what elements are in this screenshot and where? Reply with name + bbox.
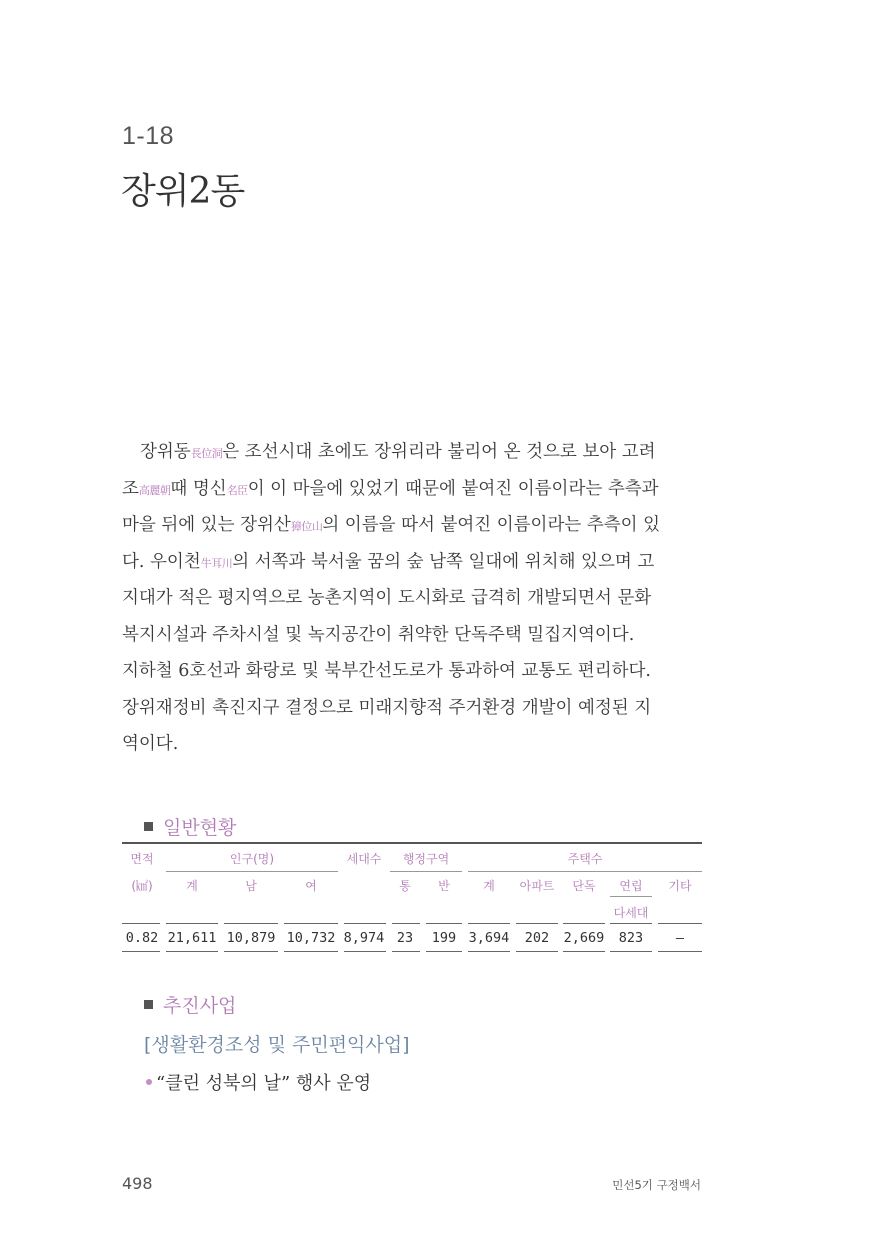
cell-rule bbox=[658, 951, 702, 952]
body-paragraph bbox=[122, 434, 702, 763]
cell-housing-total: 3,694 bbox=[468, 930, 510, 946]
body-line bbox=[122, 580, 702, 617]
cell-rule bbox=[166, 951, 218, 952]
body-line bbox=[122, 544, 702, 581]
square-bullet-icon bbox=[144, 1000, 153, 1009]
header-housing-multi: 다세대 bbox=[613, 906, 649, 920]
hanja-annotation: 獐位山 bbox=[290, 520, 323, 533]
cell-rule bbox=[122, 951, 160, 952]
text: 지대가 적은 평지역으로 농촌지역이 도시화로 급격히 개발되면서 문화 bbox=[122, 588, 652, 608]
header-underline bbox=[390, 871, 462, 872]
header-households: 세대수 bbox=[346, 852, 382, 866]
body-line bbox=[122, 434, 702, 471]
header-housing-total: 계 bbox=[483, 879, 495, 893]
header-area-unit: (㎢) bbox=[131, 879, 153, 893]
table-top-rule bbox=[122, 842, 702, 844]
hanja-annotation: 高麗朝 bbox=[138, 483, 171, 497]
hanja-annotation: 名臣 bbox=[226, 483, 248, 497]
header-population: 인구(명) bbox=[229, 852, 275, 866]
cell-pop-male: 10,879 bbox=[226, 930, 276, 946]
cell-rule bbox=[658, 923, 702, 924]
cell-rule bbox=[284, 923, 338, 924]
cell-pop-female: 10,732 bbox=[286, 930, 336, 946]
header-housing: 주택수 bbox=[567, 852, 603, 866]
cell-housing-row-multi: 823 bbox=[618, 930, 644, 946]
cell-rule bbox=[426, 951, 462, 952]
cell-ban: 199 bbox=[431, 930, 457, 946]
cell-rule bbox=[610, 951, 652, 952]
body-line bbox=[122, 507, 702, 544]
cell-rule bbox=[392, 951, 420, 952]
cell-tong: 23 bbox=[396, 930, 414, 946]
text: 지하철 6호선과 화랑로 및 북부간선도로가 통과하여 교통도 편리하다. bbox=[122, 661, 651, 681]
cell-rule bbox=[426, 923, 462, 924]
text: 다. 우이천牛耳川의 서쪽과 북서울 꿈의 숲 남쪽 일대에 위치해 있으며 고 bbox=[122, 551, 655, 572]
text: 역이다. bbox=[122, 734, 179, 754]
projects-heading: 추진사업 bbox=[144, 991, 236, 1018]
general-status-table bbox=[122, 842, 702, 954]
cell-rule bbox=[516, 923, 558, 924]
cell-housing-other: – bbox=[675, 930, 685, 946]
header-underline bbox=[468, 871, 702, 872]
page-number: 498 bbox=[122, 1174, 153, 1193]
header-housing-other: 기타 bbox=[668, 879, 692, 893]
header-pop-male: 남 bbox=[245, 879, 257, 893]
header-housing-detached: 단독 bbox=[572, 879, 596, 893]
body-line bbox=[122, 653, 702, 690]
cell-rule bbox=[563, 923, 605, 924]
header-pop-total: 계 bbox=[186, 879, 198, 893]
text: 마을 뒤에 있는 장위산獐位山의 이름을 따서 붙여진 이름이라는 추측이 있 bbox=[122, 515, 661, 535]
header-area: 면적 bbox=[130, 852, 154, 866]
text: 장위재정비 촉진지구 결정으로 미래지향적 주거환경 개발이 예정된 지 bbox=[122, 697, 652, 718]
header-admin: 행정구역 bbox=[402, 852, 450, 866]
cell-rule bbox=[166, 923, 218, 924]
hanja-annotation: 牛耳川 bbox=[200, 556, 233, 570]
text: 조高麗朝때 명신名臣이 이 마을에 있었기 때문에 붙여진 이름이라는 추측과 bbox=[122, 478, 659, 499]
cell-housing-detached: 2,669 bbox=[563, 930, 605, 946]
project-item: “클린 성북의 날” 행사 운영 bbox=[146, 1069, 371, 1095]
cell-rule bbox=[468, 923, 510, 924]
cell-housing-apt: 202 bbox=[524, 930, 550, 946]
cell-rule bbox=[344, 923, 386, 924]
square-bullet-icon bbox=[144, 822, 153, 831]
cell-rule bbox=[344, 951, 386, 952]
header-housing-apt: 아파트 bbox=[519, 879, 555, 893]
cell-rule bbox=[284, 951, 338, 952]
cell-pop-total: 21,611 bbox=[167, 930, 217, 946]
hanja-annotation: 長位洞 bbox=[190, 447, 223, 460]
body-line bbox=[122, 617, 702, 654]
header-housing-row: 연립 bbox=[619, 879, 643, 893]
body-line bbox=[122, 690, 702, 727]
cell-rule bbox=[224, 951, 278, 952]
header-pop-female: 여 bbox=[305, 879, 317, 893]
cell-rule bbox=[392, 923, 420, 924]
section-title: 장위2동 bbox=[121, 171, 245, 212]
cell-rule bbox=[516, 951, 558, 952]
cell-rule bbox=[468, 951, 510, 952]
header-underline bbox=[166, 871, 338, 872]
header-tong: 통 bbox=[399, 879, 411, 893]
cell-households: 8,974 bbox=[343, 930, 385, 946]
cell-area: 0.82 bbox=[125, 930, 159, 946]
text: 복지시설과 주차시설 및 녹지공간이 취약한 단독주택 밀집지역이다. bbox=[122, 624, 635, 645]
bullet-dot-icon bbox=[146, 1079, 152, 1085]
general-status-heading: 일반현황 bbox=[144, 813, 236, 840]
header-ban: 반 bbox=[438, 879, 450, 893]
body-line bbox=[122, 471, 702, 508]
header-underline bbox=[610, 896, 652, 897]
section-number: 1-18 bbox=[122, 122, 175, 150]
cell-rule bbox=[224, 923, 278, 924]
text: 장위동長位洞은 조선시대 초에도 장위리라 불리어 온 것으로 보아 고려 bbox=[140, 442, 656, 462]
cell-rule bbox=[610, 923, 652, 924]
body-line bbox=[122, 726, 702, 763]
book-title: 민선5기 구정백서 bbox=[612, 1178, 701, 1192]
project-category: [생활환경조성 및 주민편익사업] bbox=[144, 1034, 410, 1056]
cell-rule bbox=[122, 923, 160, 924]
cell-rule bbox=[563, 951, 605, 952]
